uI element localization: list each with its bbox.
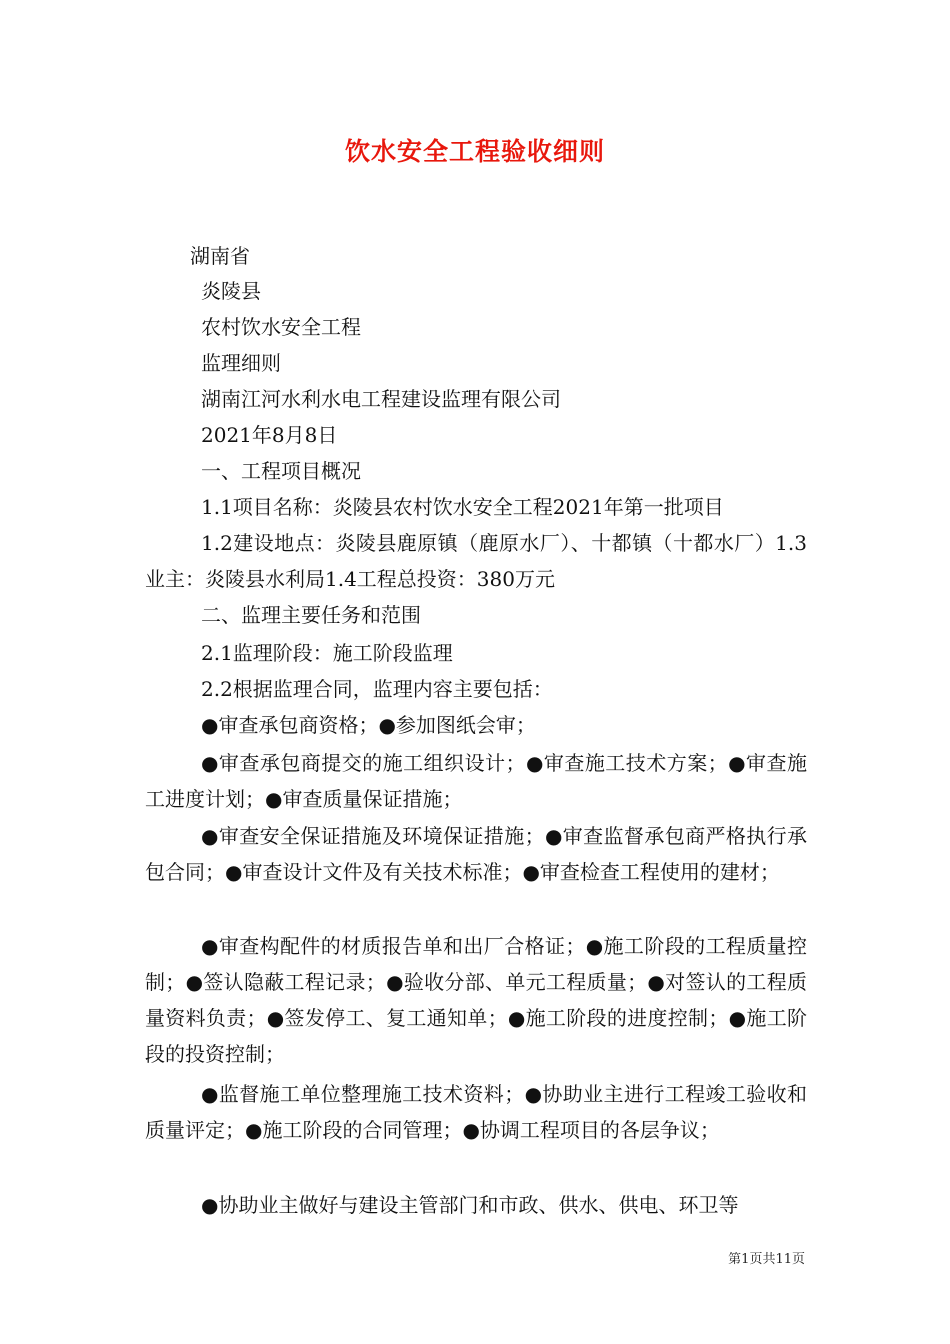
section-2-heading: 二、监理主要任务和范围: [201, 603, 421, 627]
bullet-paragraph: ●监督施工单位整理施工技术资料；●协助业主进行工程竣工验收和质量评定；●施工阶段的合同管理；●协调工程项目的各层争议；: [145, 1082, 807, 1142]
document-title: 饮水安全工程验收细则: [344, 137, 605, 166]
cover-date: 2021年8月8日: [201, 423, 338, 447]
bullet-paragraph: ●审查构配件的材质报告单和出厂合格证；●施工阶段的工程质量控制；●签认隐蔽工程记录；●验收分部、单元工程质量；●对签认的工程质量资料负责；●签发停工、复工通知单；●施工阶段的进度控制；●施工阶段的投资控制；: [145, 934, 807, 1066]
item-2-2: 2.2根据监理合同，监理内容主要包括：: [201, 677, 553, 701]
bullet-paragraph: ●审查安全保证措施及环境保证措施；●审查监督承包商严格执行承包合同；●审查设计文件及有关技术标准；●审查检查工程使用的建材；: [145, 824, 807, 884]
cover-company: 湖南江河水利水电工程建设监理有限公司: [201, 387, 561, 411]
item-1-2-paragraph: 1.2建设地点：炎陵县鹿原镇（鹿原水厂）、十都镇（十都水厂）1.3业主：炎陵县水利局1.4工程总投资：380万元: [145, 531, 807, 591]
page-number: 第1页共11页: [728, 1252, 805, 1267]
section-1-heading: 一、工程项目概况: [201, 459, 361, 483]
item-2-1: 2.1监理阶段：施工阶段监理: [201, 641, 453, 665]
cover-province: 湖南省: [190, 244, 250, 268]
cover-project: 农村饮水安全工程: [201, 315, 361, 339]
cover-county: 炎陵县: [201, 279, 261, 303]
item-1-1: 1.1项目名称：炎陵县农村饮水安全工程2021年第一批项目: [201, 495, 724, 519]
cover-doc-type: 监理细则: [201, 351, 281, 375]
bullet-paragraph: ●审查承包商资格；●参加图纸会审；: [201, 713, 536, 737]
bullet-paragraph: ●协助业主做好与建设主管部门和市政、供水、供电、环卫等: [201, 1193, 739, 1217]
bullet-paragraph: ●审查承包商提交的施工组织设计；●审查施工技术方案；●审查施工进度计划；●审查质量保证措施；: [145, 751, 807, 811]
